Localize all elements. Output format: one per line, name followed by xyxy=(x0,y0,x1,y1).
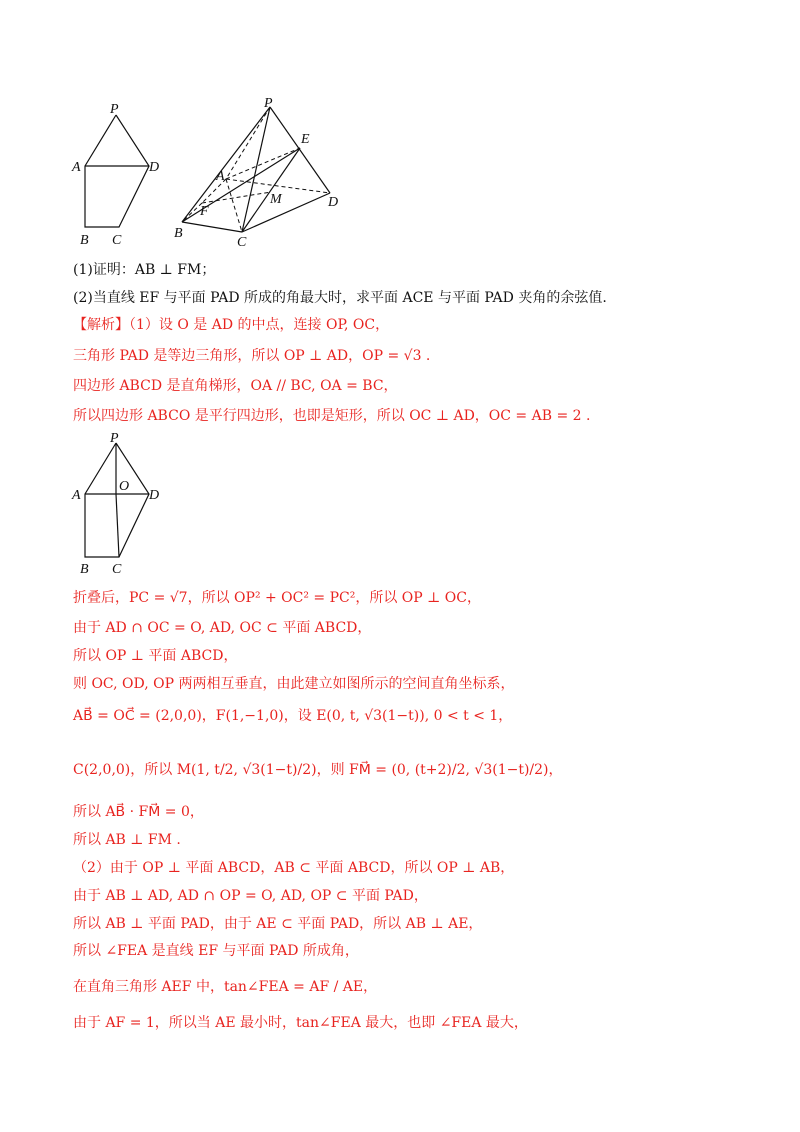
solution-line-18: 由于 AF = 1，所以当 AE 最小时，tan∠FEA 最大，也即 ∠FEA 最大， xyxy=(73,1015,528,1031)
solution-line-2: 三角形 PAD 是等边三角形，所以 OP ⊥ AD，OP = √3 . xyxy=(73,348,431,364)
fig2-label-m: M xyxy=(270,192,282,207)
solution-line-3: 四边形 ABCD 是直角梯形，OA // BC, OA = BC， xyxy=(73,378,398,394)
solution-line-8: 则 OC, OD, OP 两两相互垂直，由此建立如图所示的空间直角坐标系， xyxy=(73,676,515,692)
solution-line-1: 【解析】（1）设 O 是 AD 的中点，连接 OP, OC， xyxy=(73,317,390,333)
figure-planar-pentagon xyxy=(70,98,170,248)
solution-line-14: 由于 AB ⊥ AD, AD ∩ OP = O, AD, OP ⊂ 平面 PAD， xyxy=(73,888,428,904)
question-part-2: (2)当直线 EF 与平面 PAD 所成的角最大时，求平面 ACE 与平面 PAD 夹角的余弦值. xyxy=(73,290,607,306)
fig2-label-e: E xyxy=(301,132,310,147)
fig3-label-d: D xyxy=(149,488,160,503)
fig3-label-b: B xyxy=(80,562,89,577)
fig3-label-o: O xyxy=(119,479,130,494)
fig1-label-d: D xyxy=(149,160,160,175)
fig1-label-a: A xyxy=(72,160,81,175)
fig1-label-c: C xyxy=(112,233,122,248)
fig1-outline xyxy=(85,115,149,227)
solution-line-16: 所以 ∠FEA 是直线 EF 与平面 PAD 所成角， xyxy=(73,943,359,959)
fig2-label-c: C xyxy=(237,235,247,250)
fig3-label-a: A xyxy=(72,488,81,503)
solution-line-10: C(2,0,0)，所以 M(1, t/2, √3(1−t)/2)，则 FM⃗ = (0, (t+2)/2, √3(1−t)/2)， xyxy=(73,762,563,778)
fig1-label-p: P xyxy=(110,102,119,117)
solution-line-12: 所以 AB ⊥ FM . xyxy=(73,832,181,848)
solution-line-11: 所以 AB⃗ · FM⃗ = 0， xyxy=(73,804,204,820)
fig2-label-f: F xyxy=(200,204,209,219)
fig2-label-b: B xyxy=(174,226,183,241)
solution-line-5: 折叠后，PC = √7，所以 OP² + OC² = PC²，所以 OP ⊥ OC， xyxy=(73,590,481,606)
fig2-label-d: D xyxy=(328,195,339,210)
solution-line-15: 所以 AB ⊥ 平面 PAD，由于 AE ⊂ 平面 PAD，所以 AB ⊥ AE， xyxy=(73,916,483,932)
fig2-label-p: P xyxy=(264,96,273,111)
fig1-label-b: B xyxy=(80,233,89,248)
solution-line-6: 由于 AD ∩ OC = O, AD, OC ⊂ 平面 ABCD， xyxy=(73,620,372,636)
solution-line-9: AB⃗ = OC⃗ = (2,0,0)，F(1,−1,0)，设 E(0, t, √3(1−t)), 0 < t < 1， xyxy=(73,708,513,724)
question-part-1: (1)证明：AB ⊥ FM； xyxy=(73,262,216,278)
fig3-label-p: P xyxy=(110,431,119,446)
fig2-label-a: A xyxy=(216,169,225,184)
figure-pentagon-with-o xyxy=(70,428,170,578)
solution-line-4: 所以四边形 ABCO 是平行四边形，也即是矩形，所以 OC ⊥ AD，OC = AB = 2 . xyxy=(73,408,591,424)
solution-line-13: （2）由于 OP ⊥ 平面 ABCD，AB ⊂ 平面 ABCD，所以 OP ⊥ AB， xyxy=(73,860,515,876)
solution-line-7: 所以 OP ⊥ 平面 ABCD， xyxy=(73,648,238,664)
fig3-label-c: C xyxy=(112,562,122,577)
figure-folded-solid xyxy=(172,94,350,250)
solution-line-17: 在直角三角形 AEF 中，tan∠FEA = AF / AE， xyxy=(73,979,378,995)
